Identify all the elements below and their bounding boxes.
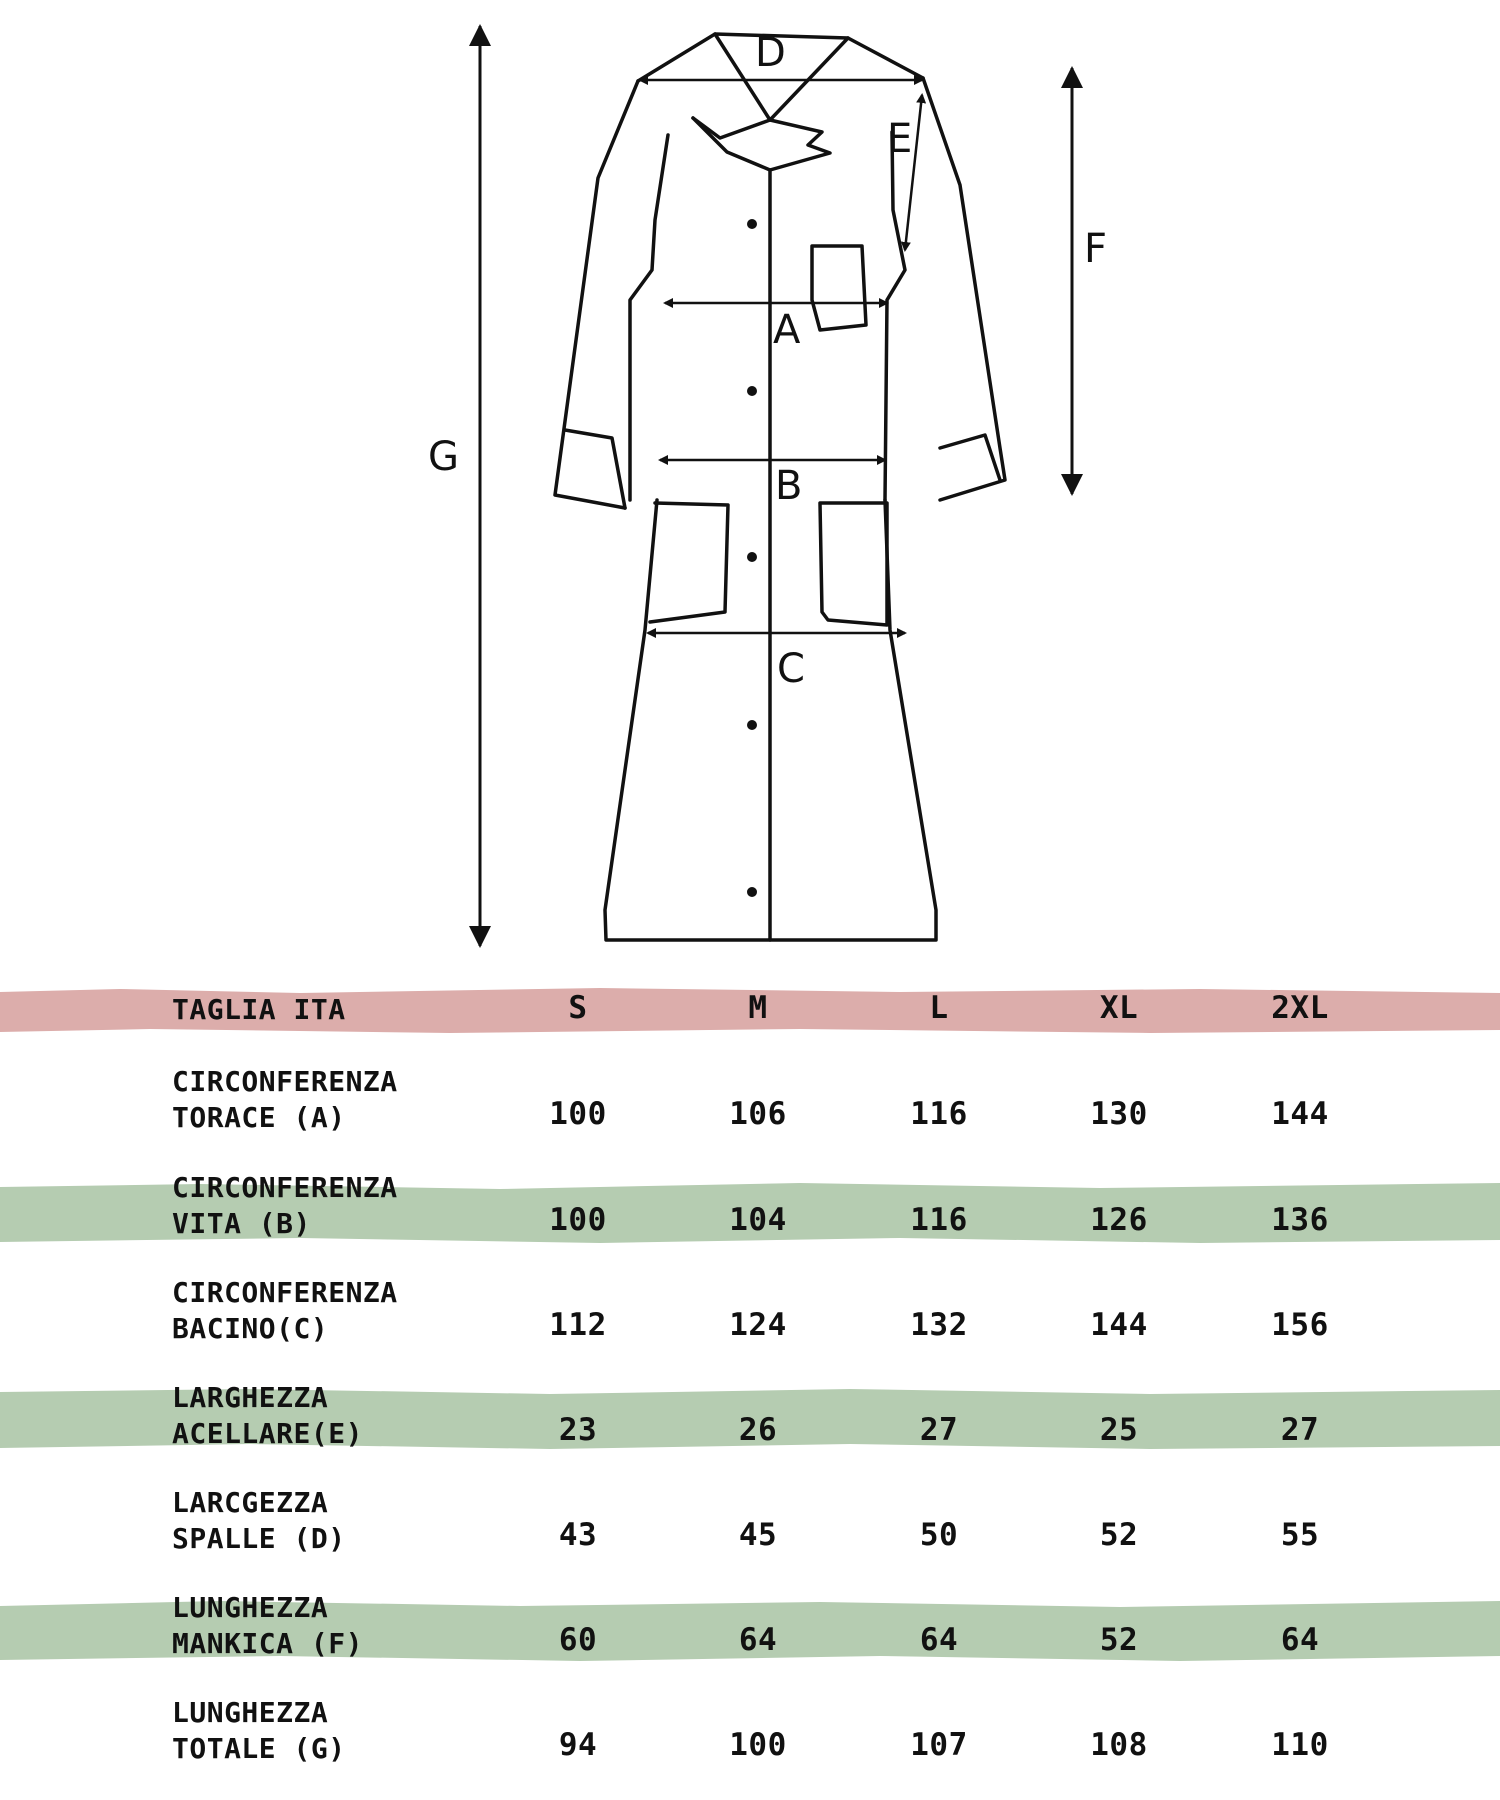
value-m: 124: [729, 1307, 787, 1343]
value-l: 50: [919, 1517, 959, 1553]
row-label: LARGHEZZA ACELLARE(E): [172, 1381, 363, 1450]
size-m: M: [748, 990, 768, 1026]
value-2xl: 136: [1271, 1202, 1329, 1238]
value-s: 100: [549, 1202, 607, 1238]
table-row: [0, 1378, 1500, 1468]
value-l: 116: [910, 1202, 968, 1238]
row-label: CIRCONFERENZA BACINO(C): [172, 1276, 398, 1345]
table-row: [0, 1483, 1500, 1573]
value-s: 112: [549, 1307, 607, 1343]
label-f: F: [1084, 226, 1108, 272]
label-d: D: [755, 30, 786, 76]
value-s: 100: [549, 1096, 607, 1132]
value-l: 27: [919, 1412, 959, 1448]
value-m: 104: [729, 1202, 787, 1238]
value-m: 45: [738, 1517, 778, 1553]
row-label: CIRCONFERENZA TORACE (A): [172, 1065, 398, 1134]
value-s: 43: [558, 1517, 598, 1553]
size-2xl: 2XL: [1271, 990, 1329, 1026]
value-m: 26: [738, 1412, 778, 1448]
label-a: A: [773, 307, 801, 353]
size-l: L: [929, 990, 949, 1026]
value-m: 100: [729, 1727, 787, 1763]
value-l: 64: [919, 1622, 959, 1658]
coat-buttons: [747, 219, 757, 897]
value-xl: 52: [1099, 1517, 1139, 1553]
table-row: [0, 1273, 1500, 1363]
table-header-row: [0, 990, 1500, 1030]
value-s: 23: [558, 1412, 598, 1448]
value-xl: 126: [1090, 1202, 1148, 1238]
value-xl: 108: [1090, 1727, 1148, 1763]
value-2xl: 64: [1280, 1622, 1320, 1658]
label-b: B: [775, 463, 803, 509]
value-l: 116: [910, 1096, 968, 1132]
label-e: E: [887, 116, 913, 162]
label-c: C: [777, 646, 805, 692]
table-row: [0, 1693, 1500, 1783]
value-s: 60: [558, 1622, 598, 1658]
size-s: S: [568, 990, 588, 1026]
value-l: 132: [910, 1307, 968, 1343]
value-l: 107: [910, 1727, 968, 1763]
size-xl: XL: [1099, 990, 1139, 1026]
value-2xl: 144: [1271, 1096, 1329, 1132]
header-label: TAGLIA ITA: [172, 993, 346, 1026]
value-xl: 25: [1099, 1412, 1139, 1448]
value-2xl: 156: [1271, 1307, 1329, 1343]
value-xl: 52: [1099, 1622, 1139, 1658]
row-label: LARCGEZZA SPALLE (D): [172, 1486, 346, 1555]
value-xl: 144: [1090, 1307, 1148, 1343]
value-m: 64: [738, 1622, 778, 1658]
value-2xl: 55: [1280, 1517, 1320, 1553]
table-row: [0, 1062, 1500, 1152]
value-xl: 130: [1090, 1096, 1148, 1132]
label-g: G: [428, 434, 459, 480]
value-2xl: 27: [1280, 1412, 1320, 1448]
table-row: [0, 1168, 1500, 1258]
value-s: 94: [558, 1727, 598, 1763]
value-2xl: 110: [1271, 1727, 1329, 1763]
row-label: CIRCONFERENZA VITA (B): [172, 1171, 398, 1240]
table-row: [0, 1588, 1500, 1678]
row-label: LUNGHEZZA TOTALE (G): [172, 1696, 346, 1765]
row-label: LUNGHEZZA MANKICA (F): [172, 1591, 363, 1660]
value-m: 106: [729, 1096, 787, 1132]
